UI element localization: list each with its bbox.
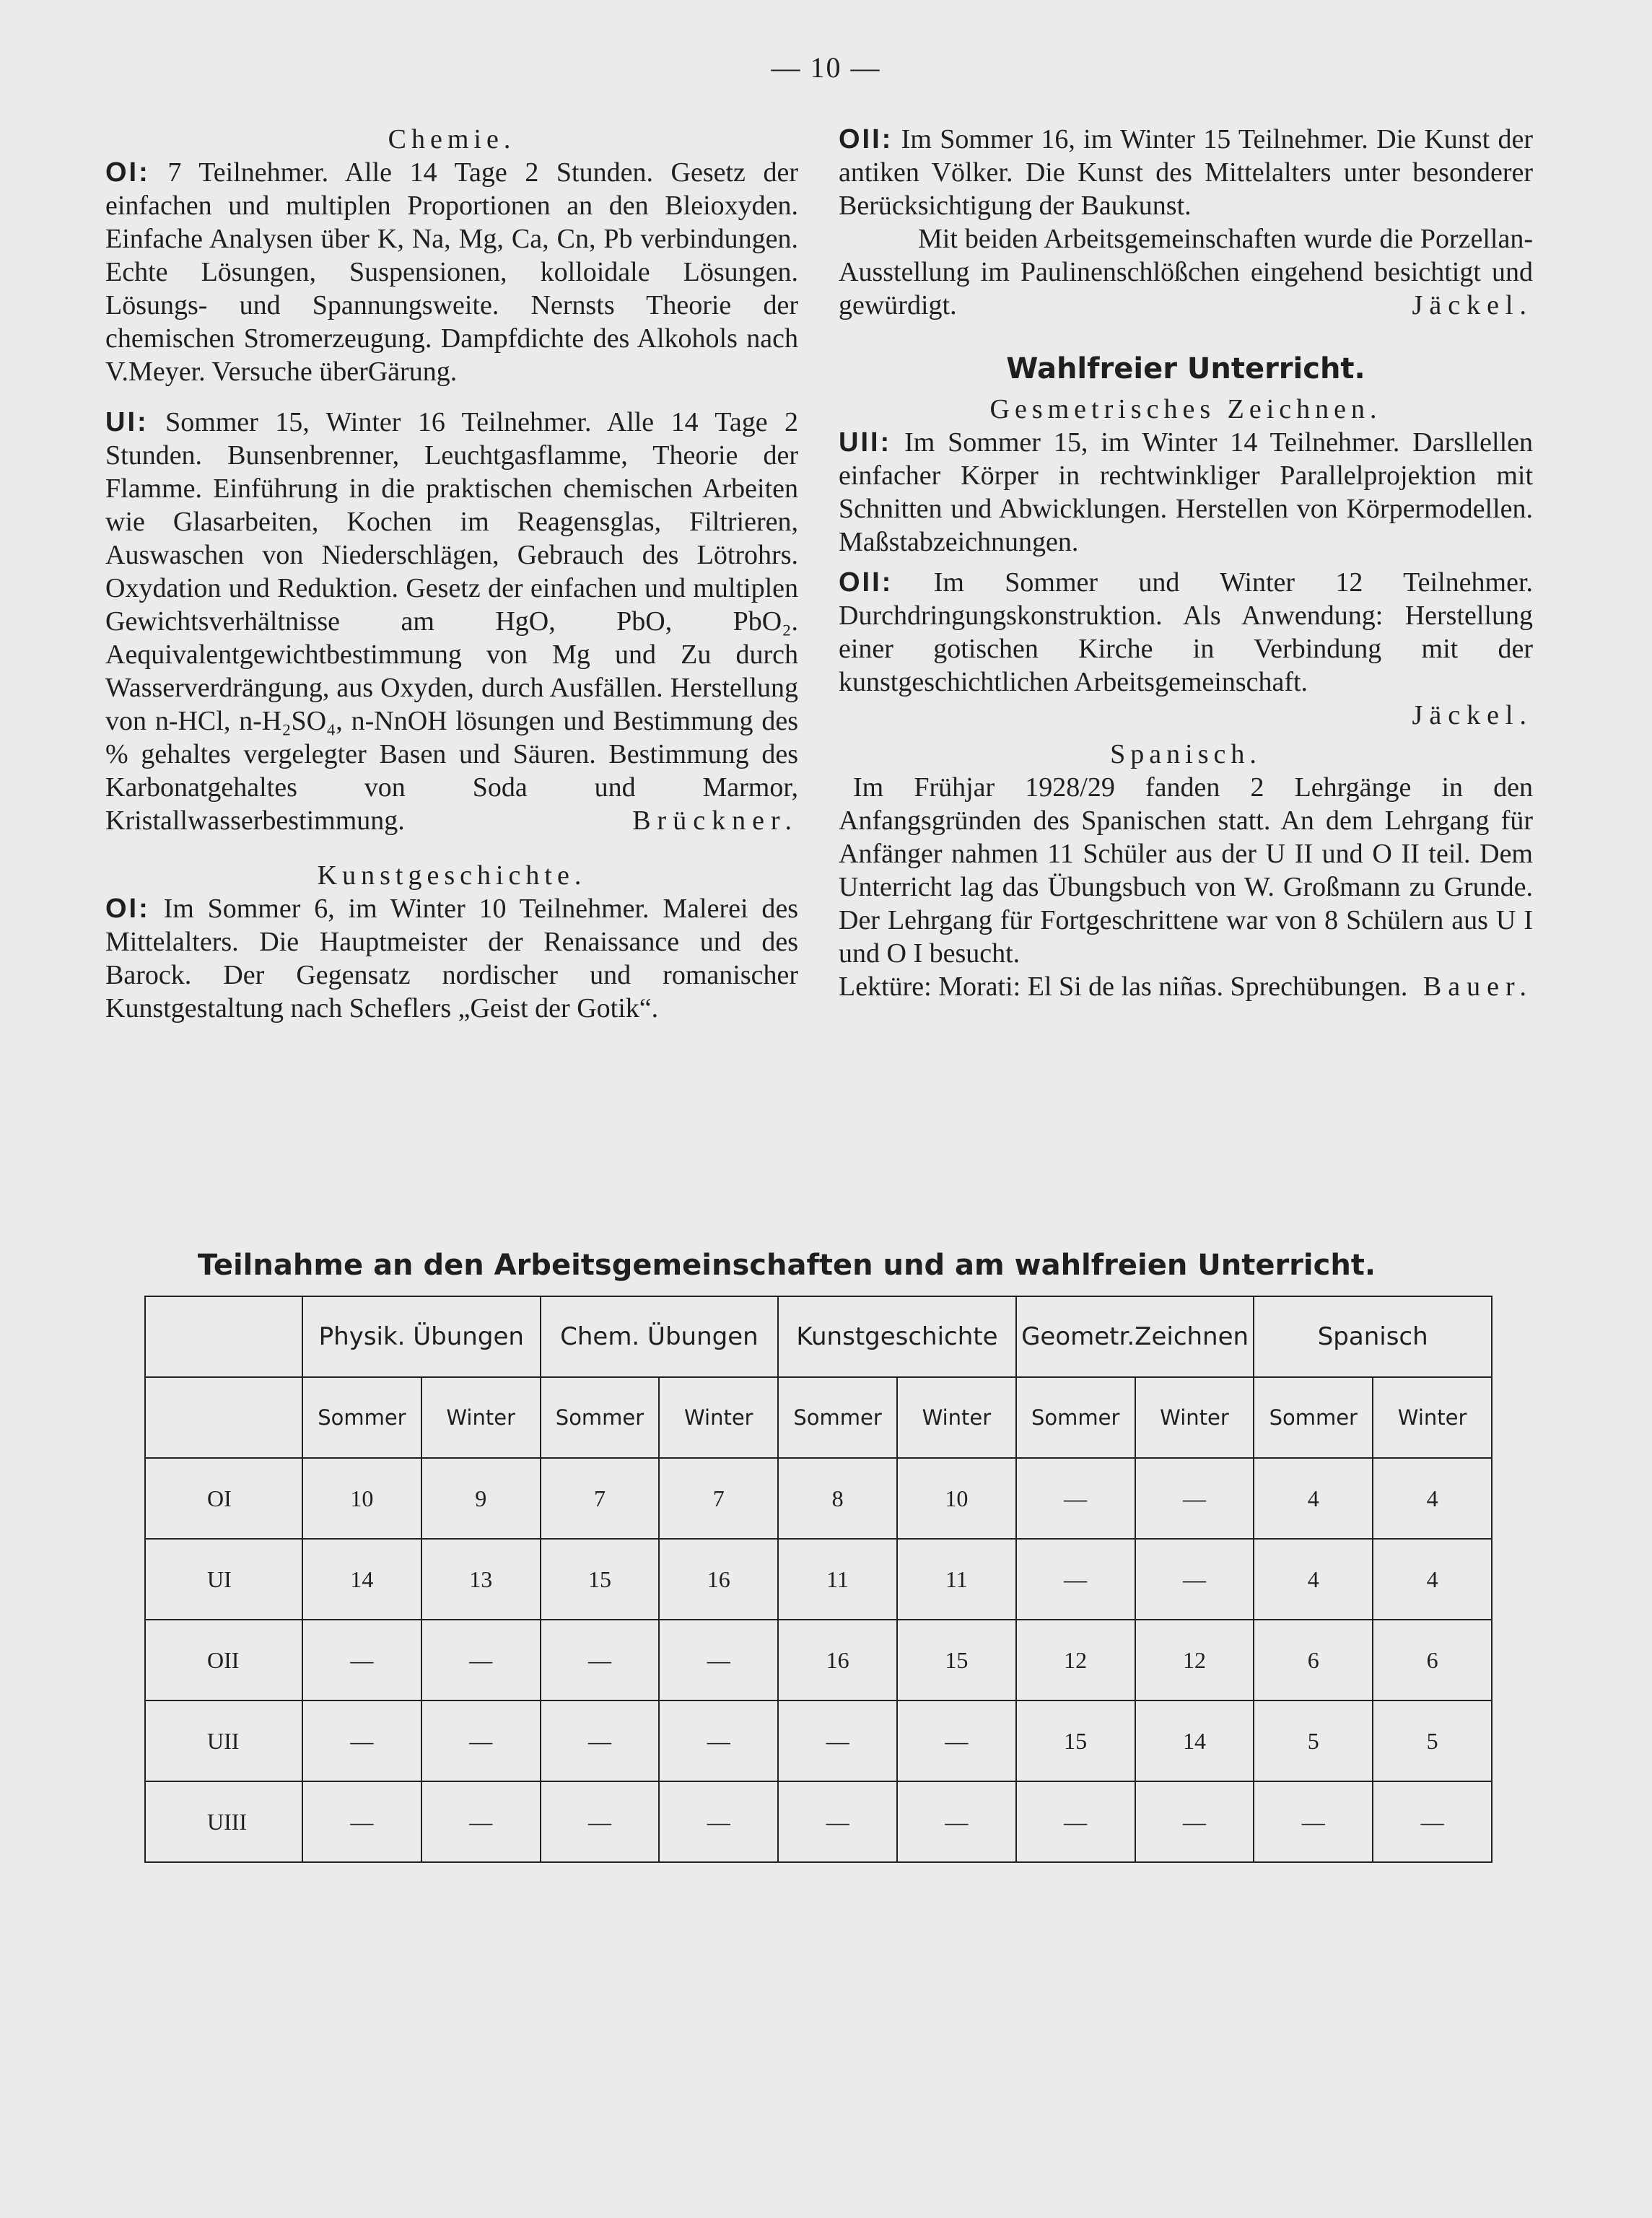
value-cell: — xyxy=(421,1781,541,1862)
corner-cell xyxy=(145,1296,302,1377)
value-cell: 12 xyxy=(1135,1620,1254,1700)
zeichnen-uii-paragraph xyxy=(839,426,1533,559)
table-row xyxy=(145,1700,1492,1781)
value-cell: — xyxy=(1016,1539,1135,1620)
left-column xyxy=(105,123,798,1025)
value-cell: 4 xyxy=(1373,1539,1492,1620)
kunst-oii-text: Im Sommer 16, im Winter 15 Teilnehmer. Die Kunst der antiken Völker. Die Kunst des Mittelalters unter besonderer Berücksichtigung der Baukunst. xyxy=(839,124,1533,221)
value-cell: 10 xyxy=(302,1458,421,1539)
season-header: Winter xyxy=(659,1377,778,1458)
value-cell: — xyxy=(541,1700,660,1781)
value-cell: 15 xyxy=(1016,1700,1135,1781)
course-header: Physik. Übungen xyxy=(302,1296,541,1377)
value-cell: 7 xyxy=(659,1458,778,1539)
value-cell: 10 xyxy=(897,1458,1016,1539)
value-cell: — xyxy=(1254,1781,1373,1862)
value-cell: — xyxy=(778,1781,897,1862)
kunstgeschichte-heading: Kunstgeschichte. xyxy=(317,860,587,891)
value-cell: — xyxy=(302,1620,421,1700)
course-header: Geometr.Zeichnen xyxy=(1016,1296,1254,1377)
chemie-oi-paragraph xyxy=(105,156,798,388)
excursion-paragraph xyxy=(839,222,1533,322)
kunst-oi-text: Im Sommer 6, im Winter 10 Teilnehmer. Malerei des Mittelalters. Die Hauptmeister der Renaissance und des Barock. Der Gegensatz nordischer und romanischer Kunstgestaltung nach Scheflers „Geist der Gotik“. xyxy=(105,894,798,1023)
course-header: Chem. Übungen xyxy=(541,1296,779,1377)
table-row xyxy=(145,1458,1492,1539)
value-cell: — xyxy=(778,1700,897,1781)
value-cell: — xyxy=(421,1700,541,1781)
class-label-uii: UII: xyxy=(839,427,892,458)
lektuere-paragraph xyxy=(839,970,1533,1003)
value-cell: 11 xyxy=(897,1539,1016,1620)
season-header: Sommer xyxy=(541,1377,660,1458)
table-title: Teilnahme an den Arbeitsgemeinschaften und am wahlfreien Unterricht. xyxy=(197,1249,1376,1282)
spanisch-text: Im Frühjar 1928/29 fanden 2 Lehrgänge in den Anfangsgründen des Spanischen statt. An dem Lehrgang für Anfänger nahmen 11 Schüler aus der U II und O II teil. Dem Unterricht lag das Übungsbuch von W. Großmann zu Grunde. Der Lehrgang für Fortgeschrittene war von 8 Schülern aus U I und O I besucht. xyxy=(839,772,1533,969)
value-cell: 16 xyxy=(778,1620,897,1700)
excursion-text: Mit beiden Arbeitsgemeinschaften wurde die Porzellan-Ausstellung im Paulinenschlößchen eingehend besichtigt und gewürdigt. xyxy=(839,224,1533,320)
wahlfrei-heading: Wahlfreier Unterricht. xyxy=(1006,352,1365,385)
value-cell: — xyxy=(302,1781,421,1862)
course-header: Spanisch xyxy=(1254,1296,1492,1377)
value-cell: — xyxy=(897,1781,1016,1862)
value-cell: 6 xyxy=(1254,1620,1373,1700)
zeichnen-signature: Jäckel. xyxy=(1412,700,1533,730)
chemie-ui-text: Sommer 15, Winter 16 Teilnehmer. Alle 14 Tage 2 Stunden. Bunsenbrenner, Leuchtgasflamme, Theorie der Flamme. Einführung in die praktischen chemischen Arbeiten wie Glasarbeiten, Kochen im Reagensglas, Filtrieren, Auswaschen von Niederschlägen, Gebrauch des Lötrohrs. Oxydation und Reduktion. Gesetz der einfachen und multiplen Gewichtsverhältnisse am HgO, PbO, PbO₂. Aequivalentgewichtbestimmung von Mg und Zu durch Wasserverdrängung, aus Oxyden, durch Ausfällen. Herstellung von n-HCl, n-H₂SO₄, n-NnOH lösungen und Bestimmung des % gehaltes vergelegter Basen und Säuren. Bestimmung des Karbonatgehaltes von Soda und Marmor, Kristallwasserbestimmung. xyxy=(105,407,798,836)
value-cell: — xyxy=(897,1700,1016,1781)
value-cell: 15 xyxy=(541,1539,660,1620)
season-header: Sommer xyxy=(1016,1377,1135,1458)
class-cell: UIII xyxy=(145,1781,302,1862)
value-cell: 4 xyxy=(1254,1458,1373,1539)
value-cell: — xyxy=(1016,1781,1135,1862)
class-cell: OII xyxy=(145,1620,302,1700)
class-label-oi: OI: xyxy=(105,894,150,924)
season-header: Sommer xyxy=(302,1377,421,1458)
kunst-signature: Jäckel. xyxy=(1412,290,1533,320)
season-header: Winter xyxy=(421,1377,541,1458)
table-row xyxy=(145,1620,1492,1700)
season-header: Sommer xyxy=(778,1377,897,1458)
spanisch-signature: Bauer. xyxy=(1422,972,1533,1002)
value-cell: 5 xyxy=(1373,1700,1492,1781)
class-label-oii: OII: xyxy=(839,567,893,598)
participation-table xyxy=(144,1296,1493,1863)
value-cell: — xyxy=(1373,1781,1492,1862)
kunst-oi-paragraph xyxy=(105,892,798,1025)
value-cell: 14 xyxy=(302,1539,421,1620)
course-header: Kunstgeschichte xyxy=(778,1296,1016,1377)
table-row xyxy=(145,1539,1492,1620)
value-cell: 6 xyxy=(1373,1620,1492,1700)
course-header-row xyxy=(145,1296,1492,1377)
class-cell: UI xyxy=(145,1539,302,1620)
value-cell: 5 xyxy=(1254,1700,1373,1781)
kunst-oii-paragraph xyxy=(839,123,1533,222)
class-cell: OI xyxy=(145,1458,302,1539)
value-cell: — xyxy=(302,1700,421,1781)
value-cell: 11 xyxy=(778,1539,897,1620)
value-cell: — xyxy=(1016,1458,1135,1539)
value-cell: — xyxy=(1135,1781,1254,1862)
season-header: Winter xyxy=(1373,1377,1492,1458)
chemie-oi-text: 7 Teilnehmer. Alle 14 Tage 2 Stunden. Gesetz der einfachen und multiplen Proportionen an den Bleioxyden. Einfache Analysen über K, Na, Mg, Ca, Cn, Pb verbindungen. Echte Lösungen, Suspensionen, kolloidale Lösungen. Lösungs- und Spannungsweite. Nernsts Theorie der chemischen Stromerzeugung. Dampfdichte des Alkohols nach V.Meyer. Versuche überGärung. xyxy=(105,157,798,387)
right-column xyxy=(839,123,1533,1003)
value-cell: — xyxy=(421,1620,541,1700)
value-cell: — xyxy=(659,1781,778,1862)
season-header-row xyxy=(145,1377,1492,1458)
value-cell: — xyxy=(659,1620,778,1700)
table-row xyxy=(145,1781,1492,1862)
value-cell: 16 xyxy=(659,1539,778,1620)
value-cell: — xyxy=(541,1620,660,1700)
chemie-ui-paragraph xyxy=(105,406,798,837)
zeichnen-uii-text: Im Sommer 15, im Winter 14 Teilnehmer. Darsllellen einfacher Körper in rechtwinkliger Parallelprojektion mit Schnitten und Abwicklungen. Herstellen von Körpermodellen. Maßstabzeichnungen. xyxy=(839,427,1533,557)
value-cell: 8 xyxy=(778,1458,897,1539)
class-label-oii: OII: xyxy=(839,124,893,154)
zeichnen-oii-text: Im Sommer und Winter 12 Teilnehmer. Durchdringungskonstruktion. Als Anwendung: Herstellung einer gotischen Kirche in Verbindung mit der kunstgeschichtlichen Arbeitsgemeinschaft. xyxy=(839,567,1534,697)
value-cell: — xyxy=(1135,1458,1254,1539)
value-cell: 15 xyxy=(897,1620,1016,1700)
value-cell: 13 xyxy=(421,1539,541,1620)
value-cell: — xyxy=(541,1781,660,1862)
chemie-heading: Chemie. xyxy=(388,124,516,154)
zeichnen-oii-paragraph xyxy=(839,566,1533,699)
spanisch-heading: Spanisch. xyxy=(1110,739,1262,769)
spanisch-paragraph xyxy=(839,771,1533,970)
class-cell: UII xyxy=(145,1700,302,1781)
season-header: Winter xyxy=(897,1377,1016,1458)
value-cell: 12 xyxy=(1016,1620,1135,1700)
value-cell: 9 xyxy=(421,1458,541,1539)
value-cell: 4 xyxy=(1254,1539,1373,1620)
chemie-signature: Brückner. xyxy=(632,805,798,836)
season-header: Winter xyxy=(1135,1377,1254,1458)
value-cell: 14 xyxy=(1135,1700,1254,1781)
value-cell: 4 xyxy=(1373,1458,1492,1539)
lektuere-text: Lektüre: Morati: El Si de las niñas. Sprechübungen. xyxy=(839,972,1408,1002)
value-cell: — xyxy=(659,1700,778,1781)
season-header: Sommer xyxy=(1254,1377,1373,1458)
value-cell: 7 xyxy=(541,1458,660,1539)
class-label-oi: OI: xyxy=(105,157,150,188)
class-label-ui: UI: xyxy=(105,407,149,437)
zeichnen-heading: Gesmetrisches Zeichnen. xyxy=(989,394,1382,424)
value-cell: — xyxy=(1135,1539,1254,1620)
page-number: — 10 — xyxy=(771,51,881,84)
corner-cell xyxy=(145,1377,302,1458)
